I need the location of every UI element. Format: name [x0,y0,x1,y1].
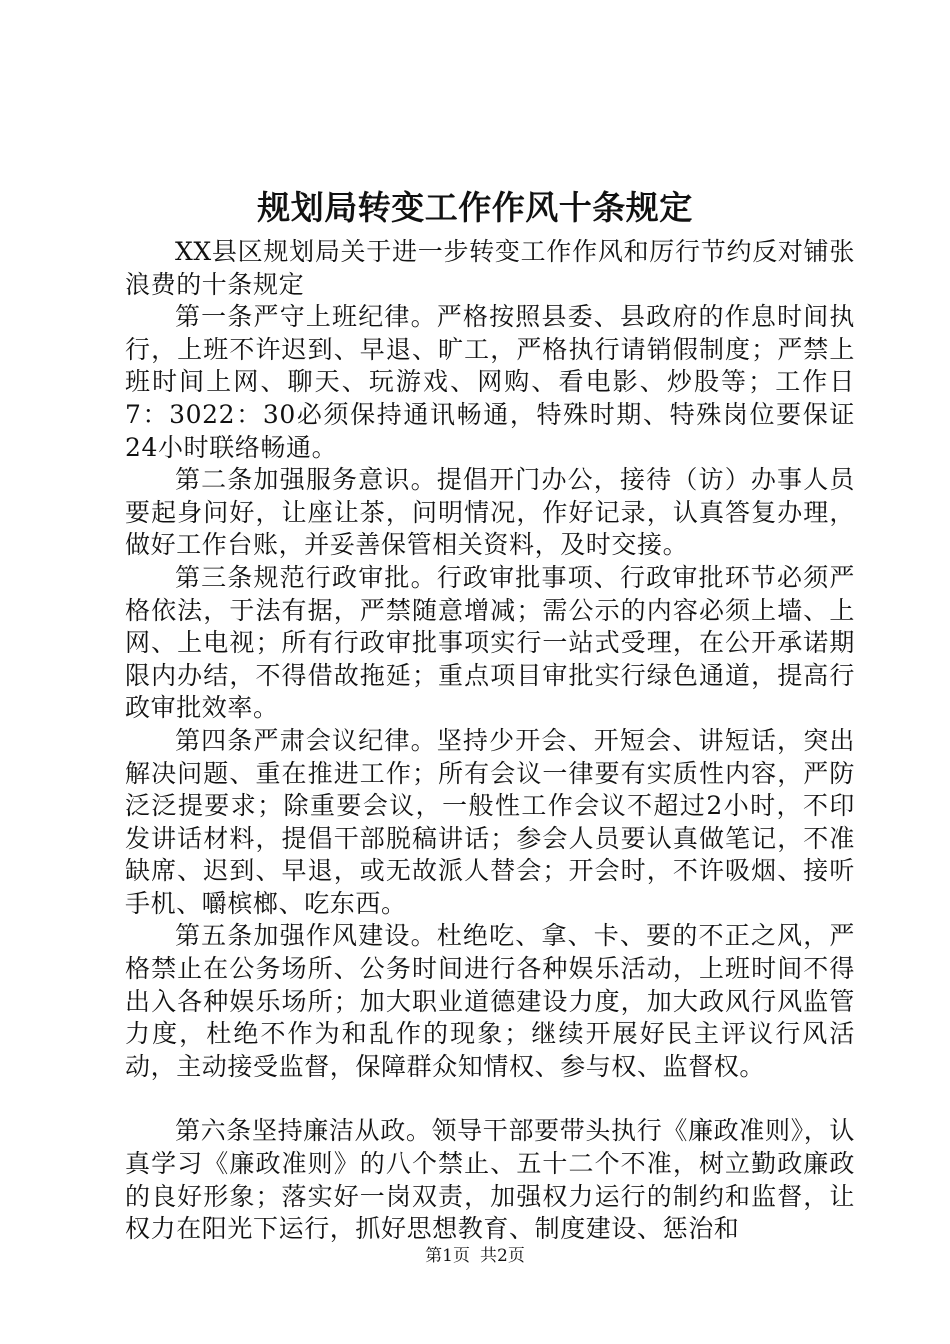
article-1-paragraph: 第一条严守上班纪律。严格按照县委、县政府的作息时间执行，上班不许迟到、早退、旷工，严格执行请销假制度；严禁上班时间上网、聊天、玩游戏、网购、看电影、炒股等；工作日7：3022：30必须保持通讯畅通，特殊时期、特殊岗位要保证24小时联络畅通。 [125,302,855,462]
document-title: 规划局转变工作作风十条规定 [257,188,693,227]
document-body [125,236,855,1246]
page-footer [0,1244,950,1268]
intro-paragraph: XX县区规划局关于进一步转变工作作风和厉行节约反对铺张浪费的十条规定 [125,237,855,299]
article-5-paragraph: 第五条加强作风建设。杜绝吃、拿、卡、要的不正之风，严格禁止在公务场所、公务时间进行各种娱乐活动，上班时间不得出入各种娱乐场所；加大职业道德建设力度，加大政风行风监管力度，杜绝不作为和乱作的现象；继续开展好民主评议行风活动，主动接受监督，保障群众知情权、参与权、监督权。 [125,921,855,1081]
article-6-paragraph: 第六条坚持廉洁从政。领导干部要带头执行《廉政准则》，认真学习《廉政准则》的八个禁止、五十二个不准，树立勤政廉政的良好形象；落实好一岗双责，加强权力运行的制约和监督，让权力在阳光下运行，抓好思想教育、制度建设、惩治和 [125,1116,855,1244]
article-4-paragraph: 第四条严肃会议纪律。坚持少开会、开短会、讲短话，突出解决问题、重在推进工作；所有会议一律要有实质性内容，严防泛泛提要求；除重要会议，一般性工作会议不超过2小时，不印发讲话材料，提倡干部脱稿讲话；参会人员要认真做笔记，不准缺席、迟到、早退，或无故派人替会；开会时，不许吸烟、接听手机、嚼槟榔、吃东西。 [125,725,855,918]
page-total: 共2页 [480,1246,525,1266]
article-3-paragraph: 第三条规范行政审批。行政审批事项、行政审批环节必须严格依法，于法有据，严禁随意增减；需公示的内容必须上墙、上网、上电视；所有行政审批事项实行一站式受理，在公开承诺期限内办结，不得借故拖延；重点项目审批实行绿色通道，提高行政审批效率。 [125,562,855,723]
article-2-paragraph: 第二条加强服务意识。提倡开门办公，接待（访）办事人员要起身问好，让座让茶，问明情况，作好记录，认真答复办理，做好工作台账，并妥善保管相关资料，及时交接。 [125,465,855,560]
page-number: 第1页 [425,1246,470,1266]
